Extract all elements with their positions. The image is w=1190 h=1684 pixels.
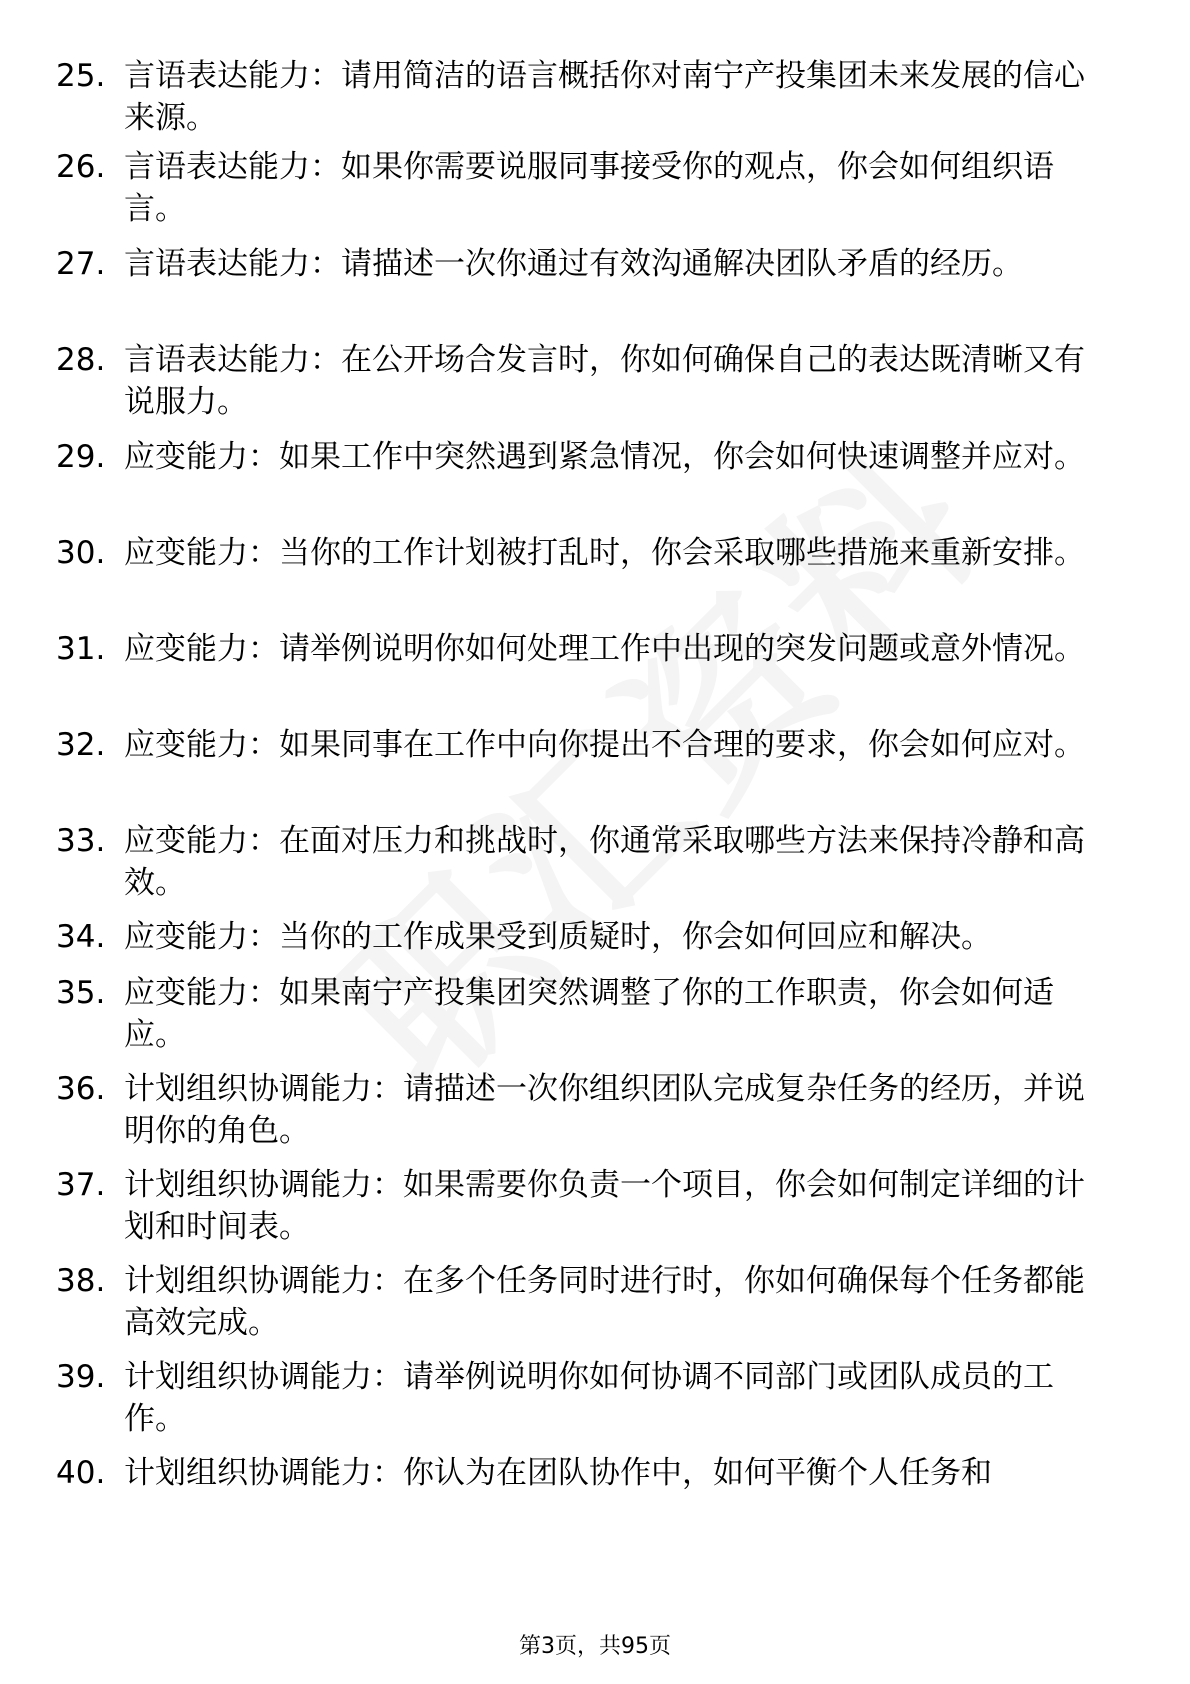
question-text: 言语表达能力：请用简洁的语言概括你对南宁产投集团未来发展的信心来源。 (124, 58, 1085, 136)
question-number: 39. (56, 1359, 106, 1395)
question-text: 应变能力：如果工作中突然遇到紧急情况，你会如何快速调整并应对。 (124, 439, 1085, 475)
question-number: 28. (56, 342, 106, 378)
question-number: 26. (56, 149, 106, 185)
question-number: 37. (56, 1167, 106, 1203)
question-number: 36. (56, 1071, 106, 1107)
question-text: 应变能力：当你的工作成果受到质疑时，你会如何回应和解决。 (124, 919, 992, 955)
question-text: 应变能力：如果同事在工作中向你提出不合理的要求，你会如何应对。 (124, 727, 1085, 763)
question-number: 40. (56, 1455, 106, 1491)
question-number: 32. (56, 727, 106, 763)
question-number: 31. (56, 631, 106, 667)
question-text: 计划组织协调能力：请举例说明你如何协调不同部门或团队成员的工作。 (124, 1359, 1054, 1437)
question-text: 应变能力：在面对压力和挑战时，你通常采取哪些方法来保持冷静和高效。 (124, 823, 1085, 901)
question-number: 27. (56, 246, 106, 282)
page-footer: 第3页，共95页 (519, 1634, 671, 1659)
question-text: 应变能力：请举例说明你如何处理工作中出现的突发问题或意外情况。 (124, 631, 1085, 667)
question-number: 34. (56, 919, 106, 955)
question-text: 言语表达能力：在公开场合发言时，你如何确保自己的表达既清晰又有说服力。 (124, 342, 1085, 420)
question-number: 29. (56, 439, 106, 475)
question-text: 言语表达能力：请描述一次你通过有效沟通解决团队矛盾的经历。 (124, 246, 1023, 282)
question-text: 计划组织协调能力：你认为在团队协作中，如何平衡个人任务和 (124, 1455, 992, 1491)
question-number: 38. (56, 1263, 106, 1299)
question-text: 计划组织协调能力：在多个任务同时进行时，你如何确保每个任务都能高效完成。 (124, 1263, 1085, 1341)
question-text: 言语表达能力：如果你需要说服同事接受你的观点，你会如何组织语言。 (124, 149, 1054, 227)
question-number: 30. (56, 535, 106, 571)
question-number: 25. (56, 58, 106, 94)
question-number: 33. (56, 823, 106, 859)
question-text: 计划组织协调能力：请描述一次你组织团队完成复杂任务的经历，并说明你的角色。 (124, 1071, 1085, 1149)
question-text: 应变能力：如果南宁产投集团突然调整了你的工作职责，你会如何适应。 (124, 975, 1054, 1053)
question-text: 应变能力：当你的工作计划被打乱时，你会采取哪些措施来重新安排。 (124, 535, 1085, 571)
question-text: 计划组织协调能力：如果需要你负责一个项目，你会如何制定详细的计划和时间表。 (124, 1167, 1085, 1245)
question-number: 35. (56, 975, 106, 1011)
